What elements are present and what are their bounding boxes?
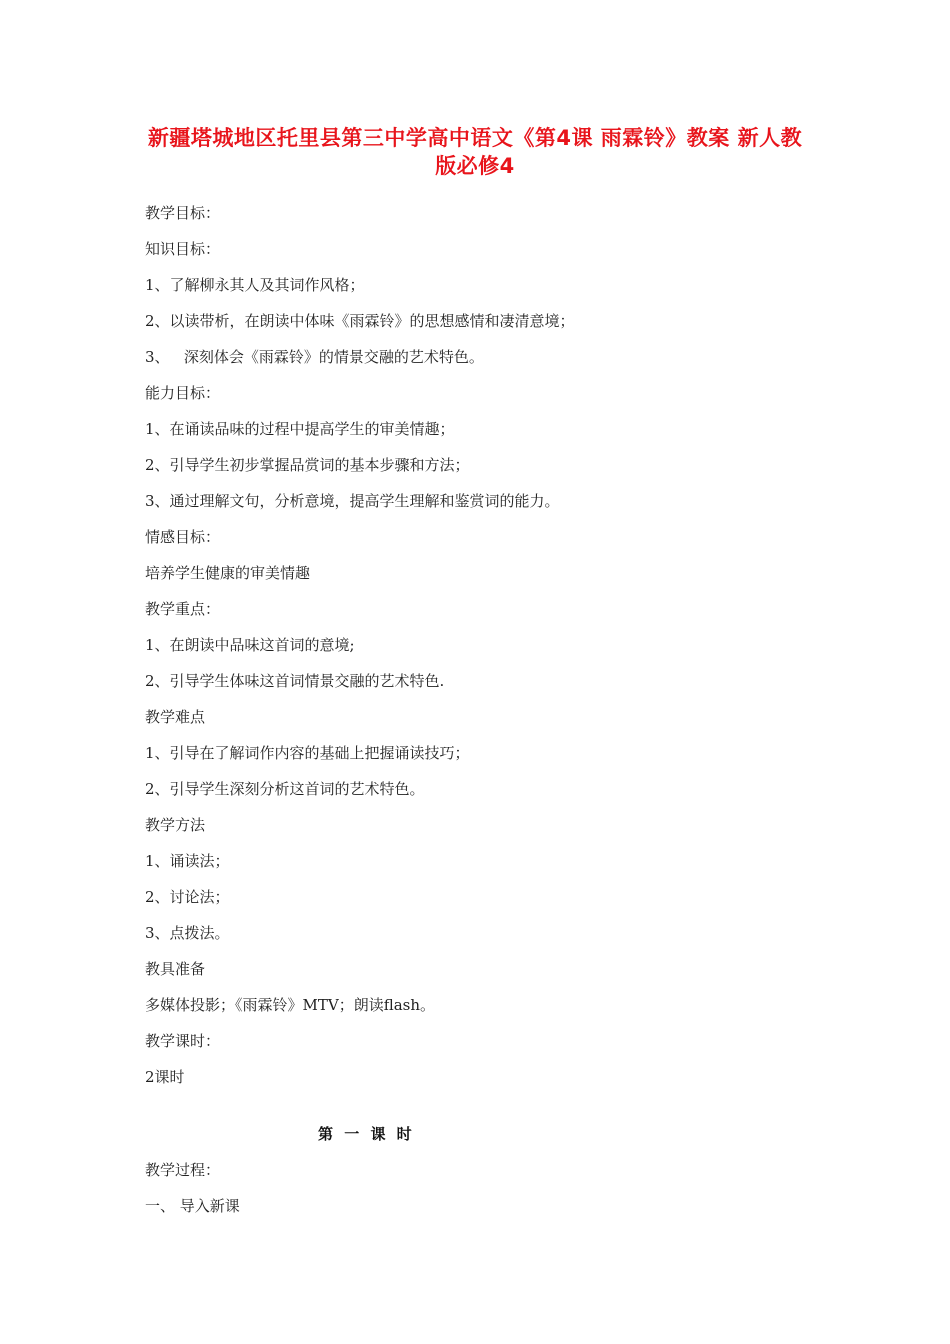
document-title: 新疆塔城地区托里县第三中学高中语文《第4课 雨霖铃》教案 新人教版必修4	[147, 126, 803, 178]
body-line: 教学过程：	[145, 1161, 221, 1179]
body-line: 知识目标：	[145, 240, 221, 258]
section-heading: 第 一 课 时	[318, 1125, 412, 1143]
body-line: 教学重点：	[145, 600, 221, 618]
body-line: 一、 导入新课	[145, 1197, 240, 1215]
body-line: 2、引导学生体味这首词情景交融的艺术特色.	[145, 672, 445, 690]
body-line: 情感目标：	[145, 528, 221, 546]
body-line: 3、 深刻体会《雨霖铃》的情景交融的艺术特色。	[145, 348, 484, 366]
body-line: 1、在诵读品味的过程中提高学生的审美情趣；	[145, 420, 455, 438]
body-line: 教学课时：	[145, 1032, 221, 1050]
body-line: 培养学生健康的审美情趣	[145, 564, 311, 582]
body-line: 2、引导学生深刻分析这首词的艺术特色。	[145, 780, 425, 798]
body-line: 教具准备	[145, 960, 206, 978]
body-line: 3、通过理解文句，分析意境，提高学生理解和鉴赏词的能力。	[145, 492, 560, 510]
body-line: 多媒体投影；《雨霖铃》MTV；朗读flash。	[145, 996, 436, 1014]
body-line: 1、在朗读中品味这首词的意境;	[145, 636, 355, 654]
body-line: 2课时	[145, 1068, 185, 1086]
body-line: 能力目标：	[145, 384, 221, 402]
body-line: 1、诵读法；	[145, 852, 230, 870]
body-line: 2、引导学生初步掌握品赏词的基本步骤和方法；	[145, 456, 470, 474]
body-line: 3、点拨法。	[145, 924, 230, 942]
body-line: 2、讨论法；	[145, 888, 230, 906]
body-line: 教学方法	[145, 816, 206, 834]
document-body-continued	[145, 1157, 825, 1229]
body-line: 教学目标：	[145, 204, 221, 222]
document-body	[145, 200, 825, 1100]
body-line: 1、了解柳永其人及其词作风格；	[145, 276, 365, 294]
body-line: 2、以读带析，在朗读中体味《雨霖铃》的思想感情和凄清意境；	[145, 312, 575, 330]
body-line: 教学难点	[145, 708, 206, 726]
body-line: 1、引导在了解词作内容的基础上把握诵读技巧；	[145, 744, 470, 762]
